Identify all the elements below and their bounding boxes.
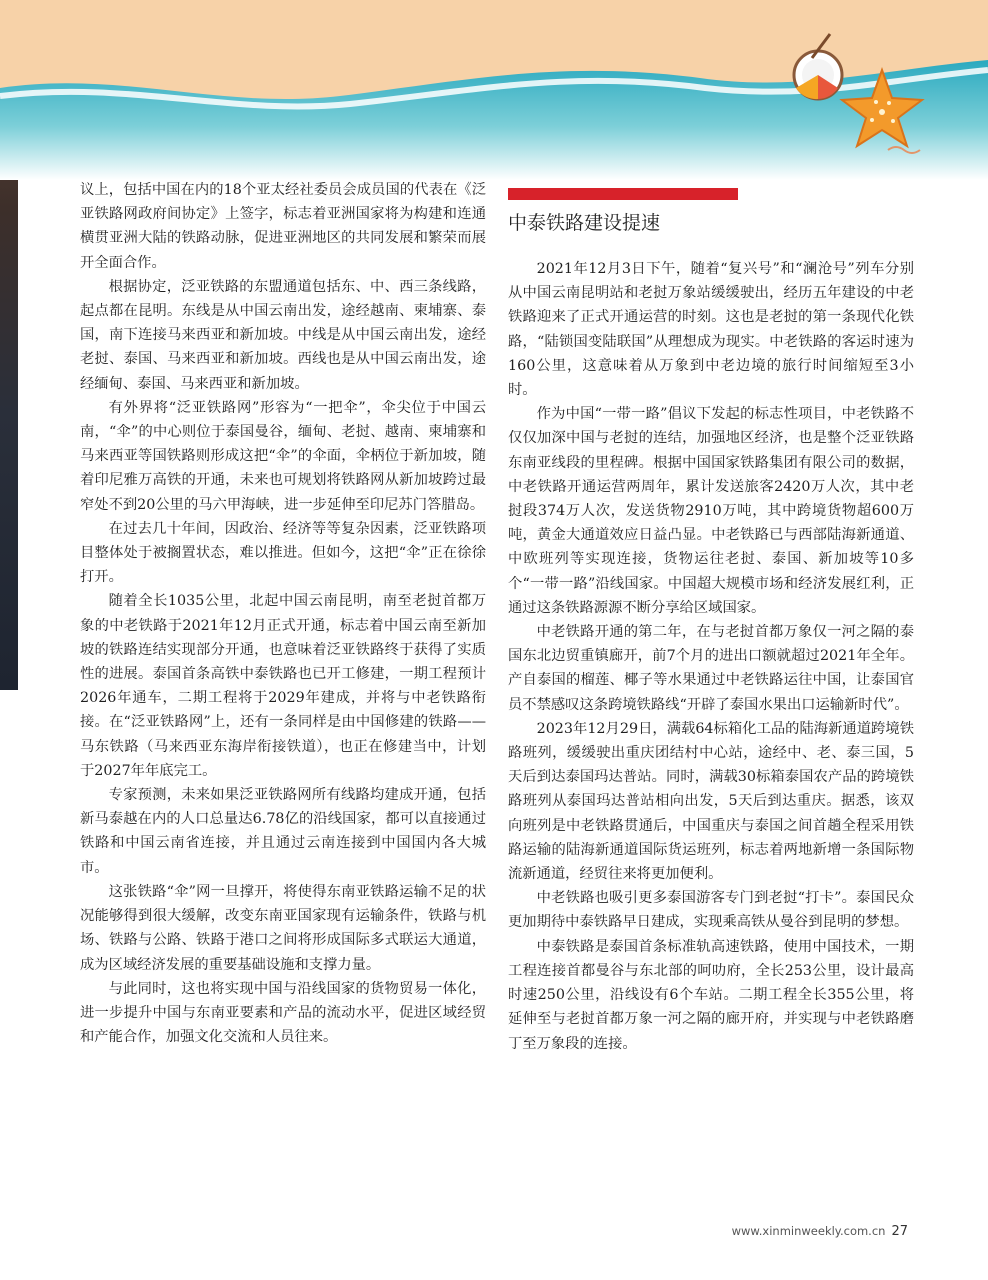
paragraph: 根据协定，泛亚铁路的东盟通道包括东、中、西三条线路，起点都在昆明。东线是从中国云南出发，途经越南、柬埔寨、泰国，南下连接马来西亚和新加坡。中线是从中国云南出发，途经老挝、泰国、马来西亚和新加坡。西线也是从中国云南出发，途经缅甸、泰国、马来西亚和新加坡。 xyxy=(80,278,486,392)
paragraph: 中泰铁路是泰国首条标准轨高速铁路，使用中国技术，一期工程连接首都曼谷与东北部的呵叻府，全长253公里，设计最高时速250公里，沿线设有6个车站。二期工程全长355公里，将延伸至与老挝首都万象一河之隔的廊开府，并实现与中老铁路磨丁至万象段的连接。 xyxy=(508,938,914,1052)
section-title: 中泰铁路建设提速 xyxy=(508,212,661,234)
paragraph: 作为中国“一带一路”倡议下发起的标志性项目，中老铁路不仅仅加深中国与老挝的连结，加强地区经济，也是整个泛亚铁路东南亚线段的里程碑。根据中国国家铁路集团有限公司的数据，中老铁路开通运营两周年，累计发送旅客2420万人次，其中老挝段374万人次，发送货物2910万吨，其中跨境货物超600万吨，黄金大通道效应日益凸显。中老铁路已与西部陆海新通道、中欧班列等实现连接，货物运往老挝、泰国、新加坡等10多个“一带一路”沿线国家。中国超大规模市场和经济发展红利，正通过这条铁路源源不断分享给区域国家。 xyxy=(508,406,914,616)
paragraph: 中老铁路也吸引更多泰国游客专门到老挝“打卡”。泰国民众更加期待中泰铁路早日建成，实现乘高铁从曼谷到昆明的梦想。 xyxy=(508,890,914,931)
paragraph: 2023年12月29日，满载64标箱化工品的陆海新通道跨境铁路班列，缓缓驶出重庆团结村中心站，途经中、老、泰三国，5天后到达泰国玛达普站。同时，满载30标箱泰国农产品的跨境铁路班列从泰国玛达普站相向出发，5天后到达重庆。据悉，该双向班列是中老铁路贯通后，中国重庆与泰国之间首趟全程采用铁路运输的陆海新通道国际货运班列，标志着两地新增一条国际物流新通道，经贸往来将更加便利。 xyxy=(508,720,914,883)
paragraph: 这张铁路“伞”网一旦撑开，将使得东南亚铁路运输不足的状况能够得到很大缓解，改变东南亚国家现有运输条件，铁路与机场、铁路与公路、铁路于港口之间将形成国际多式联运大通道，成为区域经济发展的重要基础设施和支撑力量。 xyxy=(80,883,486,973)
paragraph: 2021年12月3日下午，随着“复兴号”和“澜沧号”列车分别从中国云南昆明站和老挝万象站缓缓驶出，经历五年建设的中老铁路迎来了正式开通运营的时刻。这也是老挝的第一条现代化铁路，“陆锁国变陆联国”从理想成为现实。中老铁路的客运时速为160公里，这意味着从万象到中老边境的旅行时间缩短至3小时。 xyxy=(508,261,914,399)
paragraph: 专家预测，未来如果泛亚铁路网所有线路均建成开通，包括新马泰越在内的人口总量达6.78亿的沿线国家，都可以直接通过铁路和中国云南省连接，并且通过云南连接到中国国内各大城市。 xyxy=(80,787,486,876)
paragraph: 在过去几十年间，因政治、经济等等复杂因素，泛亚铁路项目整体处于被搁置状态，难以推进。但如今，这把“伞”正在徐徐打开。 xyxy=(80,520,486,586)
section-accent-bar xyxy=(508,188,738,200)
beach-banner xyxy=(0,0,988,180)
paragraph: 随着全长1035公里，北起中国云南昆明，南至老挝首都万象的中老铁路于2021年12月正式开通，标志着中国云南至新加坡的铁路连结实现部分开通，也意味着泛亚铁路终于获得了实质性的进展。泰国首条高铁中泰铁路也已开工修建，一期工程预计2026年通车，二期工程将于2029年建成，并将与中老铁路衔接。在“泛亚铁路网”上，还有一条同样是由中国修建的铁路——马东铁路（马来西亚东海岸衔接铁道），也正在修建当中，计划于2027年年底完工。 xyxy=(80,593,486,779)
page-number: 27 xyxy=(891,1224,908,1239)
paragraph: 中老铁路开通的第二年，在与老挝首都万象仅一河之隔的泰国东北边贸重镇廊开，前7个月的进出口额就超过2021年全年。产自泰国的榴莲、椰子等水果通过中老铁路运往中国，让泰国官员不禁感叹这条跨境铁路线“开辟了泰国水果出口运输新时代”。 xyxy=(508,624,914,713)
page-footer xyxy=(732,1224,908,1239)
paragraph: 有外界将“泛亚铁路网”形容为“一把伞”，伞尖位于中国云南，“伞”的中心则位于泰国曼谷，缅甸、老挝、越南、柬埔寨和马来西亚等国铁路则形成这把“伞”的伞面，伞柄位于新加坡，随着印尼雅万高铁的开通，未来也可规划将铁路网从新加坡跨过最窄处不到20公里的马六甲海峡，进一步延伸至印尼苏门答腊岛。 xyxy=(80,399,486,513)
left-column xyxy=(80,178,486,1049)
paragraph: 议上，包括中国在内的18个亚太经社委员会成员国的代表在《泛亚铁路网政府间协定》上签字，标志着亚洲国家将为构建和连通横贯亚洲大陆的铁路动脉，促进亚洲地区的共同发展和繁荣而展开全面合作。 xyxy=(80,182,486,271)
paragraph: 与此同时，这也将实现中国与沿线国家的货物贸易一体化，进一步提升中国与东南亚要素和产品的流动水平，促进区域经贸和产能合作，加强文化交流和人员往来。 xyxy=(80,980,486,1046)
website-url[interactable]: www.xinminweekly.com.cn xyxy=(731,1224,886,1238)
